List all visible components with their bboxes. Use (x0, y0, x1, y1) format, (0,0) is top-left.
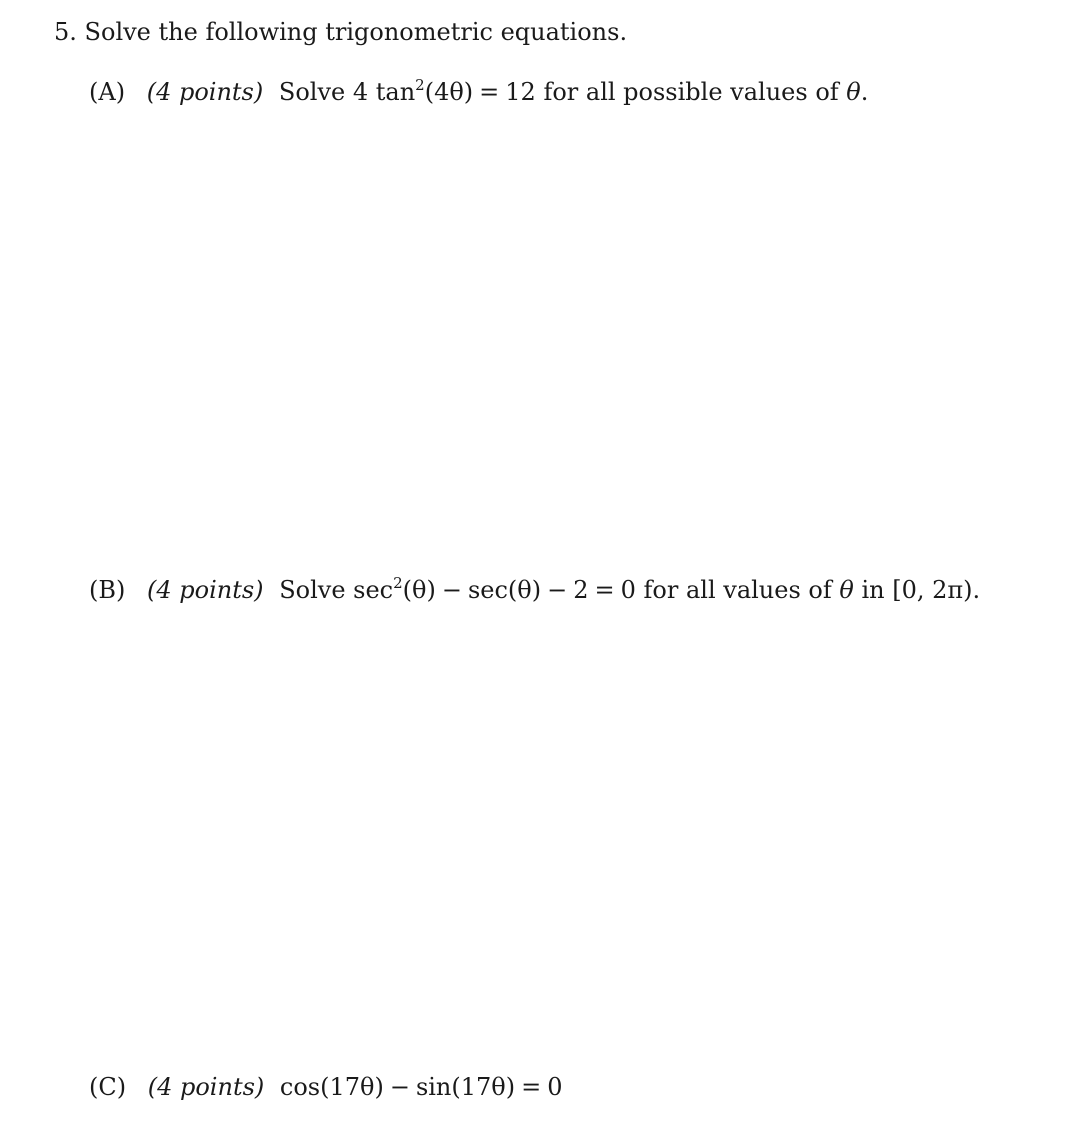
part-b-var: θ (839, 576, 854, 604)
part-b-prefix: Solve (279, 576, 346, 604)
part-b-equation (353, 576, 636, 604)
part-a-equation (353, 78, 536, 106)
part-a-rhs: 12 (505, 78, 536, 106)
part-c-points: (4 points) (147, 1073, 265, 1101)
part-a (89, 77, 868, 107)
part-b-term3: 2 (573, 576, 589, 604)
part-b (89, 575, 980, 605)
part-b-end: . (972, 576, 981, 604)
part-b-rhs: 0 (620, 576, 636, 604)
part-c-rhs: 0 (547, 1073, 563, 1101)
part-c-equation (280, 1073, 563, 1101)
part-a-arg: (4θ) (424, 78, 474, 106)
part-b-exp: 2 (393, 574, 403, 592)
part-a-exp: 2 (415, 76, 425, 94)
part-a-eq: = (479, 78, 500, 106)
part-a-points: (4 points) (146, 78, 264, 106)
part-c-term2: sin(17θ) (415, 1073, 516, 1101)
part-c-minus: − (389, 1073, 410, 1101)
part-c-eq: = (521, 1073, 542, 1101)
question-heading (54, 17, 627, 47)
part-a-fn: 4 tan (352, 78, 416, 106)
part-c-label: (C) (89, 1073, 127, 1101)
part-a-end: . (860, 78, 869, 106)
question-instruction: Solve the following trigonometric equations. (84, 18, 628, 46)
part-b-term2: sec(θ) (467, 576, 542, 604)
part-b-points: (4 points) (147, 576, 264, 604)
question-number: 5. (54, 18, 77, 46)
part-b-fn: sec (353, 576, 394, 604)
part-b-minus1: − (441, 576, 462, 604)
part-c-term1: cos(17θ) (279, 1073, 384, 1101)
part-b-eq: = (594, 576, 615, 604)
part-b-suffix: for all values of (643, 576, 832, 604)
part-a-var: θ (846, 78, 861, 106)
part-b-minus2: − (547, 576, 568, 604)
part-b-interval: [0, 2π) (892, 576, 973, 604)
part-b-in: in (861, 576, 885, 604)
part-a-label: (A) (89, 78, 126, 106)
part-a-prefix: Solve (278, 78, 346, 106)
part-a-suffix: for all possible values of (543, 78, 839, 106)
part-b-arg: (θ) (402, 576, 436, 604)
part-b-label: (B) (89, 576, 126, 604)
part-c (89, 1072, 563, 1102)
